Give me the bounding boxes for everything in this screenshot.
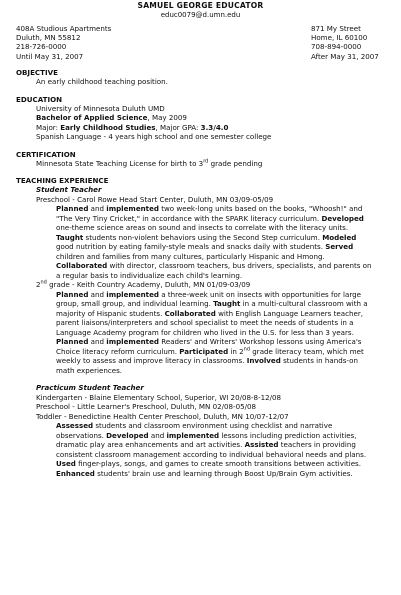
text-line xyxy=(56,469,387,479)
text-line xyxy=(56,204,387,214)
text-line: one-theme science areas on sound and insects to correlate with the literacy units. xyxy=(56,223,349,232)
text-run: and xyxy=(88,204,107,213)
text-run: Collaborated xyxy=(56,261,108,270)
text-run: Involved xyxy=(246,356,281,365)
resume-header xyxy=(0,0,401,20)
text-run: Participated xyxy=(179,346,229,356)
text-run: in a multi-cultural classroom with a xyxy=(240,299,368,308)
text-line xyxy=(56,309,387,319)
text-run: and xyxy=(88,337,107,346)
address-line: 408A Studious Apartments xyxy=(16,24,112,33)
text-run: Minnesota State Teaching License for birth to 3 xyxy=(36,158,204,168)
objective-text: An early childhood teaching position. xyxy=(36,77,168,86)
text-run: 3.3/4.0 xyxy=(200,122,229,132)
address-block xyxy=(16,24,385,60)
text-run: Assisted xyxy=(244,440,279,449)
text-line xyxy=(56,290,387,300)
text-run: Collaborated xyxy=(164,308,216,318)
university-name: University of Minnesota Duluth UMD xyxy=(36,103,165,113)
text-run: Early Childhood Studies xyxy=(60,122,156,132)
text-line: parent liaisons/interpreters and school specialist to meet the needs of students in a xyxy=(56,318,354,327)
text-line xyxy=(56,347,387,357)
text-run: with English Language Learners teacher, xyxy=(215,308,364,318)
text-run: Modeled xyxy=(322,232,357,242)
placement-line: Toddler - Benedictine Health Center Preschool, Duluth, MN 10/07-12/07 xyxy=(36,411,289,421)
text-line xyxy=(56,356,387,366)
candidate-name: SAMUEL GEORGE EDUCATOR xyxy=(137,1,264,10)
text-run: grade - Keith Country Academy, Duluth, MN 01/09-03/09 xyxy=(46,280,251,289)
text-run: students and classroom environment using checklist and narrative xyxy=(93,421,333,430)
text-run: dramatic play area enhancements and art activities. xyxy=(56,440,245,449)
text-line xyxy=(56,233,387,243)
text-run: teachers in providing xyxy=(278,440,356,449)
current-address xyxy=(16,24,111,61)
text-run: , May 2009 xyxy=(147,113,187,122)
text-run: rd xyxy=(203,158,209,165)
placement-description xyxy=(56,204,387,280)
text-run: Taught xyxy=(56,232,84,242)
text-run: Planned xyxy=(56,204,89,213)
text-run: weekly to assess and improve literacy in classrooms. xyxy=(56,356,247,365)
objective-section xyxy=(16,68,387,87)
candidate-email[interactable]: educ0079@d.umn.edu xyxy=(160,11,241,19)
section-heading: TEACHING EXPERIENCE xyxy=(16,176,109,185)
text-run: and xyxy=(88,289,107,299)
section-heading: OBJECTIVE xyxy=(16,68,58,77)
text-run: Major: xyxy=(36,122,61,132)
text-run: observations. xyxy=(56,430,107,440)
text-run: two week-long units based on the books, "Whoosh!" and xyxy=(158,204,363,213)
placement-line: Preschool - Carol Rowe Head Start Center, Duluth, MN 03/09-05/09 xyxy=(36,194,274,204)
text-line: Language Academy program for children who lived in the U.S. for less than 3 years. xyxy=(56,327,354,337)
role-title: Practicum Student Teacher xyxy=(36,383,144,392)
placement-description xyxy=(56,290,387,376)
address-line: 871 My Street xyxy=(311,24,361,33)
text-run: a three-week unit on insects with opportunities for large xyxy=(158,289,361,299)
text-run: Assessed xyxy=(56,421,94,430)
text-line: consistent classroom management according to individual behavioral needs and plans. xyxy=(56,449,367,459)
text-run: students' brain use and learning through Boost Up/Brain Gym activities. xyxy=(94,468,353,478)
text-run: majority of Hispanic students. xyxy=(56,308,165,318)
text-run: Taught xyxy=(213,299,241,308)
text-run: implemented xyxy=(106,204,159,213)
text-run: Choice literacy reform curriculum. xyxy=(56,346,180,356)
text-run: finger-plays, songs, and games to create smooth transitions between activities. xyxy=(75,459,362,468)
address-line: Home, IL 60100 xyxy=(311,33,368,43)
text-line xyxy=(56,261,387,271)
text-run: nd xyxy=(40,279,47,286)
text-run: grade literacy team, which met xyxy=(250,346,364,356)
section-heading: CERTIFICATION xyxy=(16,149,76,159)
text-line xyxy=(56,337,387,347)
placement-line: Preschool - Little Learner's Preschool, Duluth, MN 02/08-05/08 xyxy=(36,402,257,411)
text-run: Readers' and Writers' Workshop lessons using America's xyxy=(158,337,362,346)
text-line: a regular basis to individualize each child's learning. xyxy=(56,270,243,280)
text-run: implemented xyxy=(106,289,159,299)
phone-line: 218-726-0000 xyxy=(16,42,67,52)
text-run: grade pending xyxy=(208,158,263,168)
text-line: math experiences. xyxy=(56,365,123,375)
text-run: nd xyxy=(243,346,251,353)
text-run: with director, classroom teachers, bus drivers, specialists, and parents on xyxy=(107,261,372,270)
text-run: 2 xyxy=(36,280,41,289)
placement-line xyxy=(36,280,387,290)
text-line xyxy=(56,299,387,309)
teaching-section xyxy=(16,176,387,478)
language-line: Spanish Language - 4 years high school and one semester college xyxy=(36,132,272,141)
text-run: implemented xyxy=(166,430,220,440)
text-run: Planned xyxy=(56,337,89,346)
text-run: Used xyxy=(56,459,76,468)
text-line xyxy=(56,440,387,450)
section-heading: EDUCATION xyxy=(16,94,63,104)
text-run: implemented xyxy=(106,337,159,346)
major-line xyxy=(36,123,387,133)
text-line xyxy=(56,214,387,224)
text-line xyxy=(56,242,387,252)
text-run: Planned xyxy=(56,289,89,299)
text-run: good nutrition by eating family-style meals and snacks daily with students. xyxy=(56,242,326,251)
permanent-address xyxy=(311,24,379,61)
text-run: Developed xyxy=(321,213,364,223)
text-run: students non-violent behaviors using the Second Step curriculum. xyxy=(83,232,323,242)
certification-text xyxy=(36,159,387,169)
placement-line: Kindergarten - Blaine Elementary School, Superior, WI 20/08-8-12/08 xyxy=(36,392,282,402)
certification-section xyxy=(16,150,387,169)
degree-line xyxy=(36,113,387,123)
text-run: in 2 xyxy=(228,346,244,356)
text-run: group, small group, and individual learning. xyxy=(56,299,214,308)
text-run: students in hands-on xyxy=(280,356,358,365)
date-line: After May 31, 2007 xyxy=(311,51,379,61)
role-title: Student Teacher xyxy=(36,185,102,194)
education-section xyxy=(16,95,387,142)
placement-description xyxy=(56,421,387,478)
address-line: Duluth, MN 55812 xyxy=(16,33,81,43)
text-run: Served xyxy=(325,242,354,251)
text-line xyxy=(56,421,387,431)
text-line: children and families from many cultures, particularly Hispanic and Hmong. xyxy=(56,251,325,261)
phone-line: 708-894-0000 xyxy=(311,42,362,52)
text-run: Developed xyxy=(106,430,149,440)
text-run: "The Very Tiny Cricket," in accordance with the SPARK literacy curriculum. xyxy=(56,213,322,223)
text-run: , Major GPA: xyxy=(155,122,201,132)
text-run: Enhanced xyxy=(56,468,95,478)
date-line: Until May 31, 2007 xyxy=(16,51,84,61)
text-line xyxy=(56,431,387,441)
text-run: Bachelor of Applied Science xyxy=(36,113,148,122)
text-line xyxy=(56,459,387,469)
text-run: and xyxy=(148,430,167,440)
text-run: lessons including prediction activities, xyxy=(219,430,357,440)
